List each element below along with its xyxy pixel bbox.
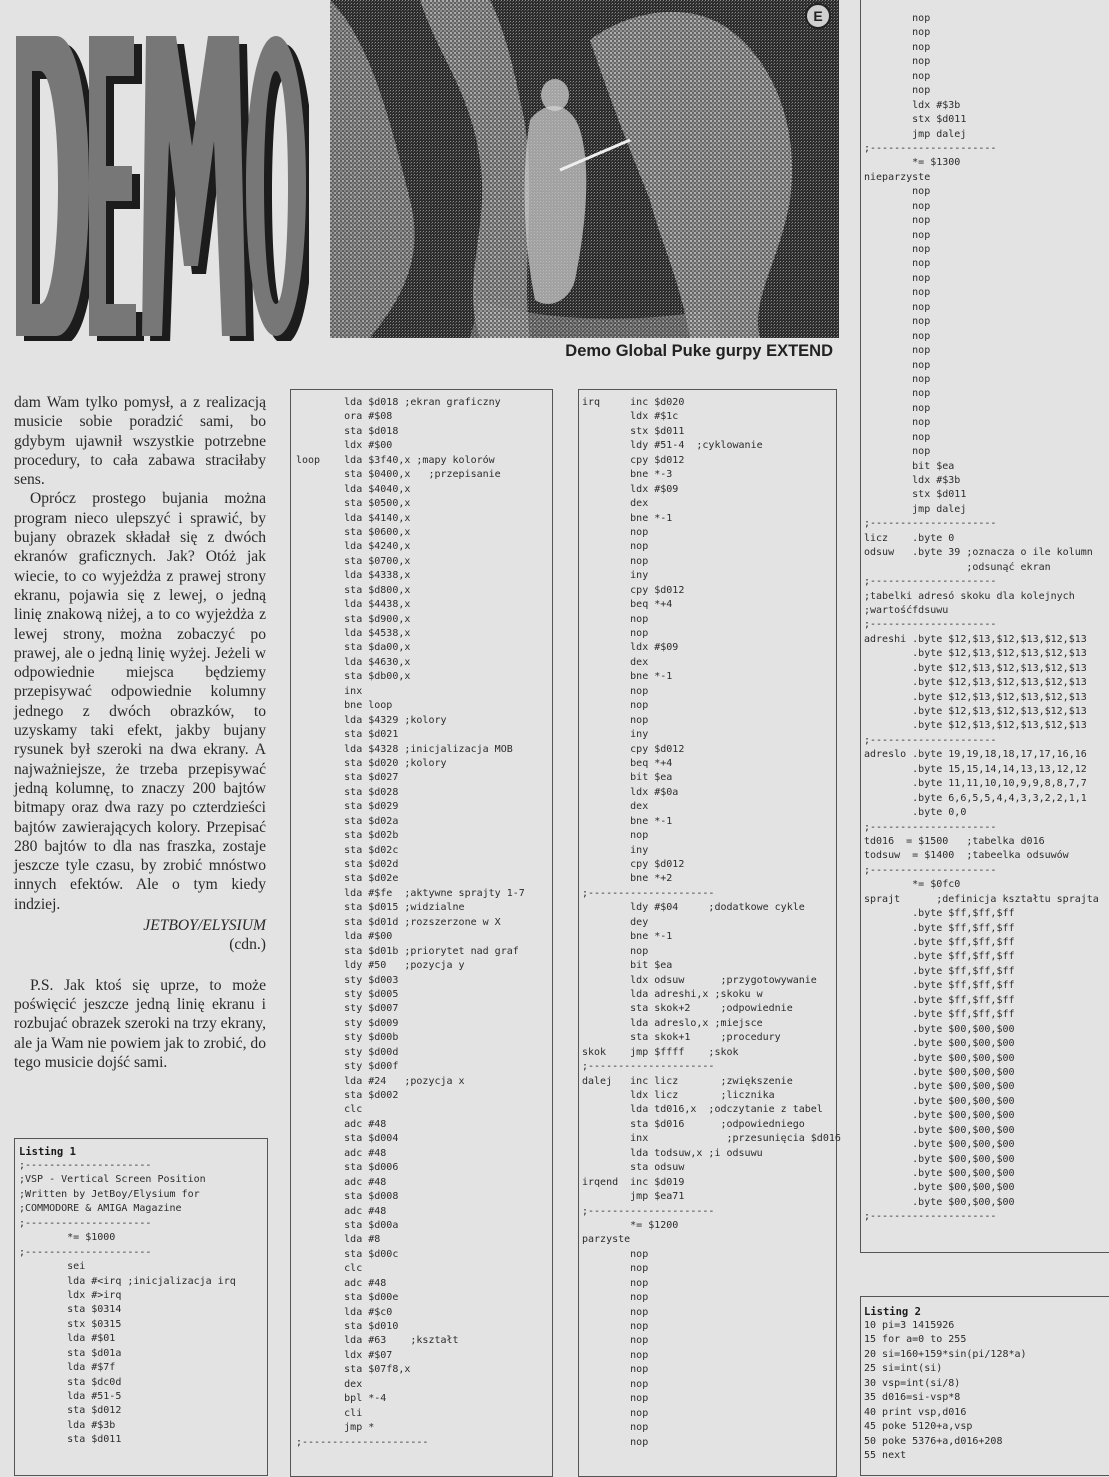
code-line: cpy $d012 xyxy=(582,454,685,466)
code-line: lda $4328 ;inicjalizacja MOB xyxy=(296,743,513,755)
code-line: cpy $d012 xyxy=(582,584,685,596)
code-line: .byte $00,$00,$00 xyxy=(864,1110,1015,1122)
code-line: sta $d02d xyxy=(296,859,399,870)
code-line: bne *-1 xyxy=(582,671,673,683)
code-line: sta $d011 xyxy=(19,1434,122,1446)
code-line: nop xyxy=(582,830,649,842)
code-line: inx xyxy=(296,685,363,697)
code-line: nop xyxy=(582,1277,649,1289)
code-line: iny xyxy=(582,570,649,582)
code-line: ;--------------------- xyxy=(864,864,997,876)
code-line: iny xyxy=(582,844,649,856)
code-line: sta $d012 xyxy=(19,1405,122,1417)
code-line: ;wartośćfdsuwu xyxy=(864,604,949,616)
code-column-c xyxy=(578,389,841,1477)
code-line: lda $4438,x xyxy=(296,599,411,611)
code-line: ;--------------------- xyxy=(19,1246,152,1258)
code-line: bit $ea xyxy=(864,460,955,472)
code-line: nop xyxy=(864,402,931,414)
code-line: nieparzyste xyxy=(864,171,931,183)
code-line: adc #48 xyxy=(296,1277,387,1289)
code-line: .byte $00,$00,$00 xyxy=(864,1052,1015,1064)
code-line: sta $d015 ;widzialne xyxy=(296,902,465,914)
code-line: nop xyxy=(582,1248,649,1260)
code-line: dex xyxy=(582,801,649,813)
listing-2-box xyxy=(860,1296,1109,1476)
code-line: sta $d00e xyxy=(296,1292,399,1304)
code-line: sta $dc0d xyxy=(19,1376,122,1388)
demo-screenshot-image xyxy=(330,0,839,338)
code-line: todsuw = $1400 ;tabeelka odsuwów xyxy=(864,850,1069,862)
code-line: bit $ea xyxy=(582,960,673,972)
code-line: .byte $00,$00,$00 xyxy=(864,1168,1015,1179)
code-line: ldy #50 ;pozycja y xyxy=(296,960,465,972)
code-line: loop lda $3f40,x ;mapy kolorów xyxy=(296,454,495,466)
code-line: sta $d01d ;rozszerzone w X xyxy=(296,916,501,928)
code-line: lda #$c0 xyxy=(296,1306,393,1318)
code-line: nop xyxy=(582,1393,649,1405)
code-line: ldx #$1c xyxy=(582,411,679,423)
code-line: lda td016,x ;odczytanie z tabel xyxy=(582,1104,823,1116)
code-line: lda todsuw,x ;i odsuwu xyxy=(582,1147,763,1159)
code-line: .byte $ff,$ff,$ff xyxy=(864,994,1015,1006)
code-line: sta $d020 ;kolory xyxy=(296,757,447,769)
code-line: 50 poke 5376+a,d016+208 xyxy=(864,1435,1003,1447)
code-line: bit $ea xyxy=(582,772,673,784)
code-line: ;--------------------- xyxy=(864,518,997,530)
code-line: jmp dalej xyxy=(864,128,967,140)
code-line: parzyste xyxy=(582,1234,631,1246)
code-line: ldx odsuw ;przygotowywanie xyxy=(582,974,817,986)
code-line: nop xyxy=(582,1436,649,1448)
code-line: nop xyxy=(582,945,649,957)
code-line: sei xyxy=(19,1261,86,1273)
article-paragraph-2: Oprócz prostego bujania można program nieco ulepszyć i sprawić, by bujany obrazek składał się z dwóch ekranów graficznych. Jak? Otóż jak wiecie, to co wyjeżdża z prawej strony ekranu, pojawia się z lewej, o jedną linię znakową niżej, a to co wyjeżdża z lewej strony, można zobaczyć po prawej, ale o jedną linię wyżej. Jeżeli w odpowiednie miejsca będziemy przepisywać odpowiednie kolumny jednego z dwóch obrazków, to uzyskamy taki efekt, jakby bujany rysunek był szeroki na dwa ekrany. A najważniejsze, że trzeba przepisywać jedną kolumnę, to znaczy 200 bajtów bitmapy oraz dwa razy po czterdzieści bajtów zawierających kolory. Przepisać 280 bajtów to dla nas fraszka, zostaje jeszcze tyle czasu, by zrobić mnóstwo innych efektów. Ale o tym kiedy indziej. xyxy=(14,490,266,913)
code-line: .byte $00,$00,$00 xyxy=(864,1153,1015,1165)
code-line: nop xyxy=(864,359,931,371)
code-line: skok jmp $ffff ;skok xyxy=(582,1046,739,1058)
code-line: .byte $ff,$ff,$ff xyxy=(864,965,1015,977)
code-line: sta $0600,x xyxy=(296,526,411,538)
code-line: sta $db00,x xyxy=(296,671,411,683)
code-line: sta $d02e xyxy=(296,873,399,885)
code-line: nop xyxy=(582,714,649,726)
demo-logo xyxy=(14,36,309,341)
code-line: sta $d02a xyxy=(296,815,399,827)
code-line: sta $d010 xyxy=(296,1321,399,1332)
code-line: .byte 11,11,10,10,9,9,8,8,7,7 xyxy=(864,778,1087,790)
code-line: dalej inc licz ;zwiększenie xyxy=(582,1075,793,1087)
code-line: 55 next xyxy=(864,1449,907,1461)
code-line: .byte $00,$00,$00 xyxy=(864,1139,1015,1151)
code-line: sty $d009 xyxy=(296,1017,399,1029)
code-line: bne loop xyxy=(296,700,393,712)
code-line: clc xyxy=(296,1104,363,1116)
code-line: nop xyxy=(864,70,931,82)
code-line: 45 poke 5120+a,vsp xyxy=(864,1421,973,1433)
code-line: ;odsunąć ekran xyxy=(864,561,1051,573)
code-line: ;--------------------- xyxy=(19,1217,152,1229)
code-line: nop xyxy=(582,1364,649,1376)
code-line: ldy #51-4 ;cyklowanie xyxy=(582,440,763,452)
code-line: sty $d00b xyxy=(296,1032,399,1044)
code-line: sta $0700,x xyxy=(296,555,411,567)
code-line: .byte $12,$13,$12,$13,$12,$13 xyxy=(864,706,1087,717)
postscript: P.S. Jak ktoś się uprze, to może poświęcić jeszcze jedną linię ekranu i rozbujać obrazek szeroki na trzy ekrany, ale ja Wam nie powiem jak to zrobić, do tego musicie dojść sami. xyxy=(14,976,266,1071)
code-line: lda $4538,x xyxy=(296,628,411,639)
code-line: lda #$7f xyxy=(19,1362,116,1374)
code-line: lda #24 ;pozycja x xyxy=(296,1075,465,1087)
code-line: nop xyxy=(864,41,931,53)
code-line: *= $0fc0 xyxy=(864,879,961,891)
code-line: ldx #$07 xyxy=(296,1349,393,1361)
code-line: sta $d00c xyxy=(296,1248,399,1260)
code-line: sta skok+2 ;odpowiednie xyxy=(582,1003,793,1015)
code-line: 15 for a=0 to 255 xyxy=(864,1334,967,1346)
code-line: nop xyxy=(864,200,931,212)
code-line: cpy $d012 xyxy=(582,859,685,870)
code-line: sta $d02c xyxy=(296,844,399,856)
code-line: dex xyxy=(296,1378,363,1390)
code-column-b xyxy=(290,389,553,1477)
code-line: nop xyxy=(864,431,931,443)
code-line: sta $d028 xyxy=(296,786,399,798)
code-line: sta $d00a xyxy=(296,1219,399,1231)
code-line: ;Written by JetBoy/Elysium for xyxy=(19,1188,200,1200)
code-line: sta $d002 xyxy=(296,1090,399,1101)
code-line: sta $0400,x ;przepisanie xyxy=(296,469,501,481)
code-line: nop xyxy=(864,85,931,97)
code-line: sty $d005 xyxy=(296,988,399,1000)
code-line: stx $d011 xyxy=(864,489,967,501)
code-line: nop xyxy=(582,628,649,639)
code-line: lda adreslo,x ;miejsce xyxy=(582,1017,763,1029)
code-line: nop xyxy=(864,373,931,385)
code-line: *= $1000 xyxy=(19,1232,116,1244)
code-line: .byte $12,$13,$12,$13,$12,$13 xyxy=(864,720,1087,732)
code-line: licz .byte 0 xyxy=(864,532,955,544)
code-line: .byte $00,$00,$00 xyxy=(864,1023,1015,1035)
code-line: sty $d00f xyxy=(296,1061,399,1073)
code-line: nop xyxy=(582,1321,649,1332)
code-line: beq *+4 xyxy=(582,757,673,769)
code-line: lda #8 xyxy=(296,1234,381,1246)
code-line: cpy $d012 xyxy=(582,743,685,755)
code-line: odsuw .byte 39 ;oznacza o ile kolumn xyxy=(864,547,1093,559)
code-line: nop xyxy=(864,446,931,458)
code-line: nop xyxy=(864,258,931,270)
code-line: .byte $00,$00,$00 xyxy=(864,1182,1015,1194)
code-line: sprajt ;definicja kształtu sprajta xyxy=(864,893,1099,905)
code-line: .byte $00,$00,$00 xyxy=(864,1196,1015,1208)
code-column-d-lines xyxy=(864,12,1109,1225)
code-line: .byte $12,$13,$12,$13,$12,$13 xyxy=(864,691,1087,703)
code-line: lda $4140,x xyxy=(296,512,411,524)
code-line: nop xyxy=(864,13,931,24)
code-line: sty $d007 xyxy=(296,1003,399,1015)
code-line: ;--------------------- xyxy=(582,887,715,899)
code-line: 25 si=int(si) xyxy=(864,1363,943,1375)
code-line: nop xyxy=(864,244,931,255)
code-line: nop xyxy=(582,555,649,567)
code-line: .byte $ff,$ff,$ff xyxy=(864,908,1015,920)
code-line: .byte $00,$00,$00 xyxy=(864,1038,1015,1050)
code-line: .byte $00,$00,$00 xyxy=(864,1095,1015,1107)
code-line: sta $d016 ;odpowiedniego xyxy=(582,1118,805,1130)
code-line: .byte $ff,$ff,$ff xyxy=(864,937,1015,948)
code-line: adc #48 xyxy=(296,1205,387,1217)
code-line: ;--------------------- xyxy=(582,1205,715,1217)
code-line: bne *-3 xyxy=(582,469,673,481)
code-line: lda #$3b xyxy=(19,1419,116,1431)
code-line: nop xyxy=(582,1292,649,1304)
code-line: lda $4338,x xyxy=(296,570,411,582)
code-line: nop xyxy=(864,417,931,429)
code-line: ;--------------------- xyxy=(864,1211,997,1223)
continued-note: (cdn.) xyxy=(229,936,266,954)
code-line: sta $d02b xyxy=(296,830,399,842)
code-line: .byte $12,$13,$12,$13,$12,$13 xyxy=(864,662,1087,674)
code-line: nop xyxy=(864,301,931,313)
code-line: ldx #>irq xyxy=(19,1289,122,1301)
code-line: lda $d018 ;ekran graficzny xyxy=(296,397,501,408)
code-line: lda #51-5 xyxy=(19,1391,122,1402)
code-line: .byte $00,$00,$00 xyxy=(864,1081,1015,1093)
code-line: ldx licz ;licznika xyxy=(582,1090,775,1101)
code-line: .byte $ff,$ff,$ff xyxy=(864,922,1015,934)
code-line: sta $0500,x xyxy=(296,498,411,510)
code-line: lda #$00 xyxy=(296,931,393,943)
code-line: clc xyxy=(296,1263,363,1275)
code-line: 35 d016=si-vsp*8 xyxy=(864,1392,961,1404)
article-body xyxy=(14,393,266,1072)
code-column-c-lines xyxy=(582,396,841,1450)
code-line: ldx #$00 xyxy=(296,440,393,452)
code-line: dex xyxy=(582,656,649,668)
code-line: ldx #$3b xyxy=(864,99,961,111)
code-line: sta $d021 xyxy=(296,729,399,741)
code-line: sta $d800,x xyxy=(296,584,411,596)
code-line: nop xyxy=(582,1422,649,1434)
code-line: nop xyxy=(582,685,649,697)
code-line: beq *+4 xyxy=(582,599,673,611)
code-line: ora #$08 xyxy=(296,411,393,423)
listing-1-title: Listing 1 xyxy=(19,1146,76,1158)
code-line: td016 = $1500 ;tabelka d016 xyxy=(864,835,1045,847)
code-line: ;--------------------- xyxy=(864,142,997,154)
code-line: sta odsuw xyxy=(582,1162,685,1174)
code-line: lda #<irq ;inicjalizacja irq xyxy=(19,1275,236,1287)
code-line: jmp * xyxy=(296,1422,375,1434)
code-line: 40 print vsp,d016 xyxy=(864,1406,967,1418)
code-line: bne *-1 xyxy=(582,931,673,943)
code-line: ldx #$3b xyxy=(864,475,961,486)
code-line: dex xyxy=(582,498,649,510)
code-line: .byte $12,$13,$12,$13,$12,$13 xyxy=(864,677,1087,689)
code-line: .byte 15,15,14,14,13,13,12,12 xyxy=(864,763,1087,775)
code-line: nop xyxy=(582,1263,649,1275)
code-line: lda #$fe ;aktywne sprajty 1-7 xyxy=(296,887,525,899)
code-line: ;--------------------- xyxy=(864,619,997,631)
code-line: lda $4329 ;kolory xyxy=(296,714,447,726)
code-line: adc #48 xyxy=(296,1118,387,1130)
code-line: ;tabelki adresó skoku dla kolejnych xyxy=(864,590,1075,602)
demo-logo-graphic xyxy=(14,36,309,341)
code-line: stx $d011 xyxy=(582,425,685,437)
code-line: sta $07f8,x xyxy=(296,1364,411,1376)
code-line: nop xyxy=(582,700,649,712)
code-line: bne *-1 xyxy=(582,512,673,524)
code-line: bne *+2 xyxy=(582,873,673,885)
code-line: lda $4040,x xyxy=(296,483,411,495)
code-column-b-lines xyxy=(296,396,552,1450)
code-line: bpl *-4 xyxy=(296,1393,387,1405)
code-line: dey xyxy=(582,916,649,928)
code-line: nop xyxy=(582,613,649,625)
code-line: irq inc $d020 xyxy=(582,397,685,408)
code-line: nop xyxy=(864,215,931,227)
code-line: ;--------------------- xyxy=(864,821,997,833)
code-line: ldx #$09 xyxy=(582,483,679,495)
code-line: lda $4240,x xyxy=(296,541,411,553)
code-line: .byte $ff,$ff,$ff xyxy=(864,980,1015,992)
code-line: nop xyxy=(864,27,931,39)
code-line: stx $0315 xyxy=(19,1318,122,1330)
code-line: .byte $00,$00,$00 xyxy=(864,1066,1015,1078)
code-line: nop xyxy=(582,1407,649,1419)
code-line: ldy #$04 ;dodatkowe cykle xyxy=(582,902,805,914)
code-line: lda adreshi,x ;skoku w xyxy=(582,988,763,1000)
code-line: nop xyxy=(582,526,649,538)
code-line: .byte $ff,$ff,$ff xyxy=(864,951,1015,963)
code-line: nop xyxy=(864,330,931,342)
code-line: lda $4630,x xyxy=(296,656,411,668)
code-line: 30 vsp=int(si/8) xyxy=(864,1377,961,1389)
code-line: sta $d01b ;priorytet nad graf xyxy=(296,945,519,957)
code-line: ;VSP - Vertical Screen Position xyxy=(19,1174,206,1186)
code-line: irqend inc $d019 xyxy=(582,1176,685,1188)
code-line: nop xyxy=(864,56,931,68)
code-line: nop xyxy=(864,186,931,198)
code-line: 10 pi=3 1415926 xyxy=(864,1320,955,1331)
code-line: sta $da00,x xyxy=(296,642,411,654)
code-line: ;--------------------- xyxy=(864,576,997,588)
code-line: 20 si=160+159*sin(pi/128*a) xyxy=(864,1348,1027,1360)
code-line: ldx #$09 xyxy=(582,642,679,654)
code-line: nop xyxy=(864,229,931,241)
code-line: adc #48 xyxy=(296,1176,387,1188)
author-signature: JETBOY/ELYSIUM xyxy=(143,917,266,935)
code-line: stx $d011 xyxy=(864,114,967,126)
code-line: ;--------------------- xyxy=(582,1061,715,1073)
code-line: ldx #$0a xyxy=(582,786,679,798)
code-column-d xyxy=(860,0,1109,1253)
code-line: iny xyxy=(582,729,649,741)
code-line: sty $d00d xyxy=(296,1046,399,1058)
code-line: nop xyxy=(582,1306,649,1318)
code-line: sta $d008 xyxy=(296,1191,399,1203)
code-line: nop xyxy=(582,1349,649,1361)
code-line: adreslo .byte 19,19,18,18,17,17,16,16 xyxy=(864,749,1087,761)
code-line: .byte $ff,$ff,$ff xyxy=(864,1009,1015,1021)
code-line: cli xyxy=(296,1407,363,1419)
code-line: *= $1200 xyxy=(582,1219,679,1231)
logo-badge: E xyxy=(813,8,823,24)
code-line: sta $d004 xyxy=(296,1133,399,1145)
code-line: ;--------------------- xyxy=(296,1436,429,1448)
code-line: nop xyxy=(864,287,931,299)
code-line: ;--------------------- xyxy=(864,734,997,746)
code-line: .byte $00,$00,$00 xyxy=(864,1124,1015,1136)
code-line: bne *-1 xyxy=(582,815,673,827)
code-line: sta $d01a xyxy=(19,1347,122,1359)
code-line: sta $d900,x xyxy=(296,613,411,625)
code-line: sta $d029 xyxy=(296,801,399,813)
code-line: *= $1300 xyxy=(864,157,961,169)
code-line: nop xyxy=(582,541,649,553)
code-line: nop xyxy=(582,1335,649,1347)
code-line: adc #48 xyxy=(296,1147,387,1159)
code-line: inx ;przesunięcia $d016 xyxy=(582,1133,841,1145)
code-line: lda #$01 xyxy=(19,1333,116,1345)
code-line: ;COMMODORE & AMIGA Magazine xyxy=(19,1203,182,1215)
code-line: .byte 0,0 xyxy=(864,807,967,819)
code-line: .byte 6,6,5,5,4,4,3,3,2,2,1,1 xyxy=(864,792,1087,804)
listing-1-code xyxy=(19,1159,267,1448)
demo-scene-graphic xyxy=(330,0,839,338)
code-line: .byte $12,$13,$12,$13,$12,$13 xyxy=(864,648,1087,660)
code-line: sta $d006 xyxy=(296,1162,399,1174)
code-line: adreshi .byte $12,$13,$12,$13,$12,$13 xyxy=(864,633,1087,645)
code-line: nop xyxy=(864,345,931,357)
code-line: lda #63 ;kształt xyxy=(296,1335,459,1347)
code-line: sta $0314 xyxy=(19,1304,122,1316)
image-caption: Demo Global Puke gurpy EXTEND xyxy=(565,342,833,360)
code-line: sta $d018 xyxy=(296,425,399,437)
code-line: sta $d027 xyxy=(296,772,399,784)
code-line: nop xyxy=(582,1378,649,1390)
code-line: sta skok+1 ;procedury xyxy=(582,1032,781,1044)
code-line: jmp $ea71 xyxy=(582,1191,685,1203)
code-line: nop xyxy=(864,272,931,284)
article-paragraph-1: dam Wam tylko pomysł, a z realizacją musicie sobie poradzić sami, bo gdybym ujawnił wszystkie potrzebne procedury, to cała zabawa straciłaby sens. xyxy=(14,394,266,489)
listing-1-box xyxy=(14,1138,268,1476)
listing-2-title: Listing 2 xyxy=(864,1306,921,1318)
code-line: sty $d003 xyxy=(296,974,399,986)
code-line: nop xyxy=(864,316,931,328)
code-line: nop xyxy=(864,388,931,400)
code-line: ;--------------------- xyxy=(19,1160,152,1171)
listing-2-code xyxy=(864,1319,1109,1463)
code-line: jmp dalej xyxy=(864,503,967,515)
